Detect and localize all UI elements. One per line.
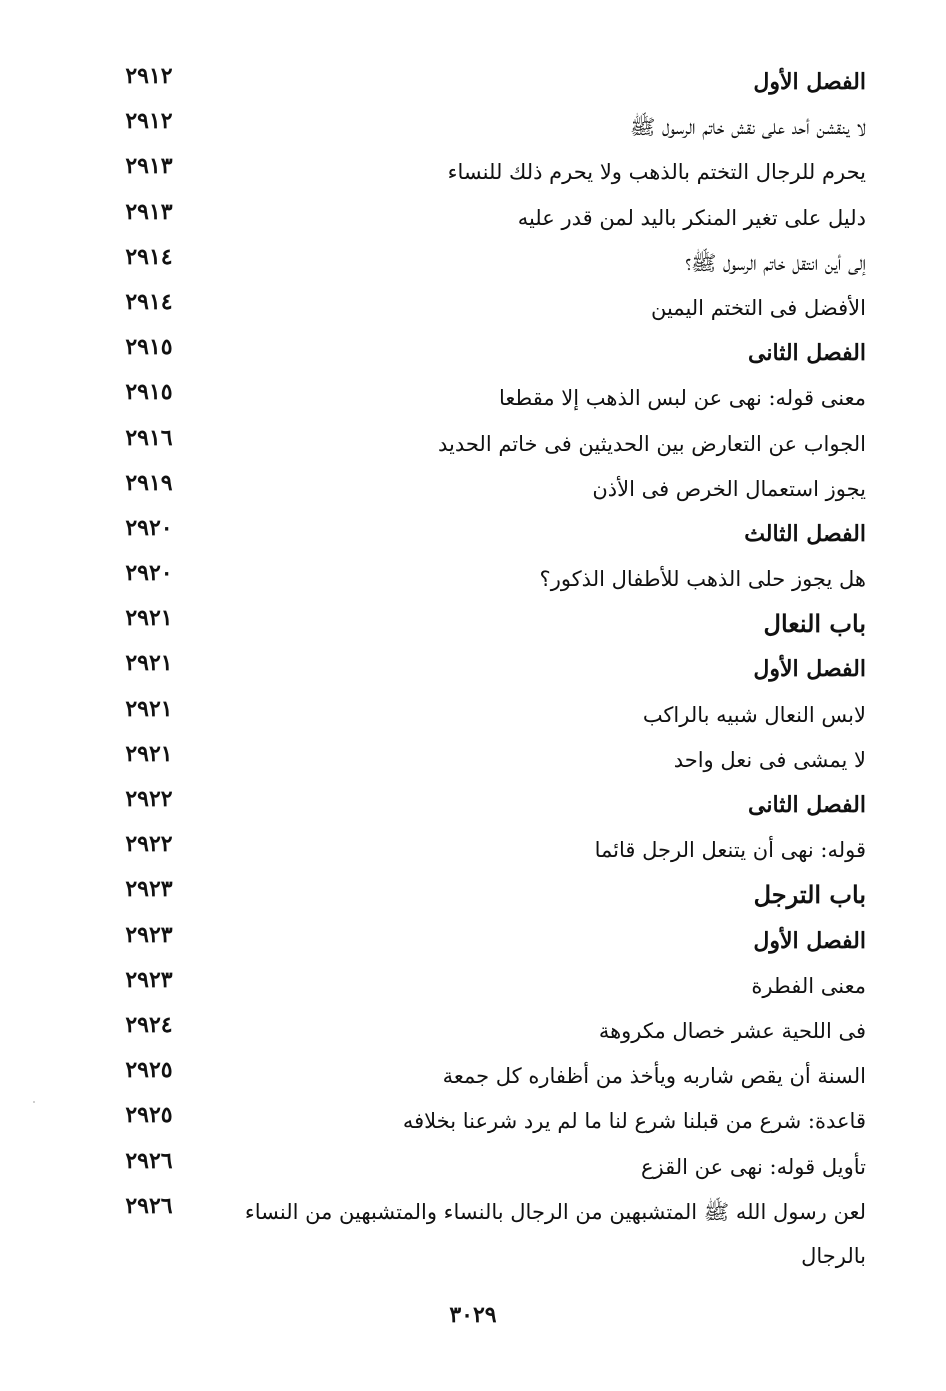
entry-page-number: ٢٩٢٢ (125, 831, 173, 858)
toc-entry (0, 101, 946, 146)
toc-entry (0, 192, 946, 237)
chapter-title: باب الترجل (753, 880, 866, 910)
table-of-contents (0, 56, 946, 1276)
toc-entry (0, 869, 946, 914)
entry-page-number: ٢٩٢٣ (125, 966, 173, 993)
toc-entry (0, 327, 946, 372)
entry-title: معنى الفطرة (751, 973, 866, 998)
entry-title: السنة أن يقص شاربه ويأخذ من أظفاره كل جمعة (442, 1064, 866, 1089)
toc-entry (0, 146, 946, 191)
entry-title: يجوز استعمال الخرص فى الأذن (592, 476, 866, 501)
entry-title: قوله: نهى أن يتنعل الرجل قائما (594, 838, 866, 863)
entry-page-number: ٢٩٢١ (125, 740, 173, 767)
entry-title: دليل على تغير المنكر باليد لمن قدر عليه (517, 205, 866, 230)
section-heading: الفصل الثانى (748, 340, 866, 367)
section-heading: الفصل الأول (753, 656, 866, 683)
entry-page-number: ٢٩١٥ (125, 334, 173, 361)
entry-title: الجواب عن التعارض بين الحديثين فى خاتم الحديد (437, 431, 866, 456)
section-heading: الفصل الأول (753, 69, 866, 95)
entry-title: لعن رسول الله ﷺ المتشبهين من الرجال بالنساء والمتشبهين من النساء بالرجال (244, 1199, 866, 1268)
toc-entry (0, 1095, 946, 1140)
entry-page-number: ٢٩٢٠ (125, 514, 173, 541)
entry-page-number: ٢٩٢١ (125, 605, 173, 632)
toc-entry (0, 643, 946, 688)
entry-page-number: ٢٩٢٤ (125, 1011, 173, 1038)
entry-page-number: ٢٩١٩ (125, 469, 173, 496)
entry-page-number: ٢٩١٢ (125, 63, 173, 89)
chapter-title: باب النعال (763, 609, 866, 639)
toc-entry (0, 418, 946, 463)
entry-page-number: ٢٩١٣ (125, 153, 173, 180)
entry-page-number: ٢٩٢٠ (125, 560, 173, 587)
toc-entry (0, 553, 946, 598)
toc-entry (0, 372, 946, 417)
entry-page-number: ٢٩١٤ (125, 243, 173, 270)
entry-title: قاعدة: شرع من قبلنا شرع لنا ما لم يرد شرعنا بخلافه (402, 1109, 866, 1134)
entry-page-number: ٢٩١٦ (125, 424, 173, 451)
entry-page-number: ٢٩٢٣ (125, 876, 173, 903)
entry-title: لا ينقشن أحد على نقش خاتم الرسول ﷺ (629, 115, 866, 140)
entry-title: لابس النعال شبيه بالراكب (642, 702, 866, 727)
toc-entry (0, 960, 946, 1005)
entry-title: يحرم للرجال التختم بالذهب ولا يحرم ذلك للنساء (447, 160, 866, 185)
toc-entry (0, 1050, 946, 1095)
entry-title: فى اللحية عشر خصال مكروهة (598, 1018, 866, 1043)
entry-title: لا يمشى فى نعل واحد (673, 747, 866, 772)
entry-page-number: ٢٩١٥ (125, 379, 173, 406)
toc-entry (0, 1186, 946, 1276)
toc-entry (0, 237, 946, 282)
entry-title: معنى قوله: نهى عن لبس الذهب إلا مقطعا (498, 386, 866, 411)
entry-page-number: ٢٩٢٥ (125, 1057, 173, 1084)
toc-entry (0, 56, 946, 101)
section-heading: الفصل الأول (753, 927, 866, 954)
toc-entry (0, 282, 946, 327)
entry-page-number: ٢٩٢٦ (125, 1192, 173, 1219)
toc-entry (0, 734, 946, 779)
toc-entry (0, 779, 946, 824)
toc-entry (0, 463, 946, 508)
toc-entry (0, 915, 946, 960)
toc-entry (0, 508, 946, 553)
entry-page-number: ٢٩٢١ (125, 650, 173, 677)
entry-title: الأفضل فى التختم اليمين (650, 295, 866, 320)
page-number: ٣٠٢٩ (449, 1302, 497, 1328)
entry-title: إلى أين انتقل خاتم الرسول ﷺ؟ (685, 250, 866, 275)
toc-entry (0, 689, 946, 734)
entry-page-number: ٢٩١٣ (125, 198, 173, 225)
toc-entry (0, 598, 946, 643)
section-heading: الفصل الثانى (748, 792, 866, 818)
toc-entry (0, 1005, 946, 1050)
entry-page-number: ٢٩٢٥ (125, 1102, 173, 1129)
entry-page-number: ٢٩٢٣ (125, 921, 173, 948)
scan-speck (33, 1101, 35, 1103)
section-heading: الفصل الثالث (744, 520, 866, 547)
entry-page-number: ٢٩٢٦ (125, 1147, 173, 1174)
entry-page-number: ٢٩٢٢ (125, 786, 173, 812)
entry-page-number: ٢٩٢١ (125, 695, 173, 722)
toc-entry (0, 1141, 946, 1186)
toc-entry (0, 824, 946, 869)
entry-page-number: ٢٩١٢ (125, 108, 173, 135)
entry-title: هل يجوز حلى الذهب للأطفال الذكور؟ (539, 567, 866, 592)
entry-page-number: ٢٩١٤ (125, 288, 173, 315)
entry-title: تأويل قوله: نهى عن القزع (641, 1154, 866, 1179)
